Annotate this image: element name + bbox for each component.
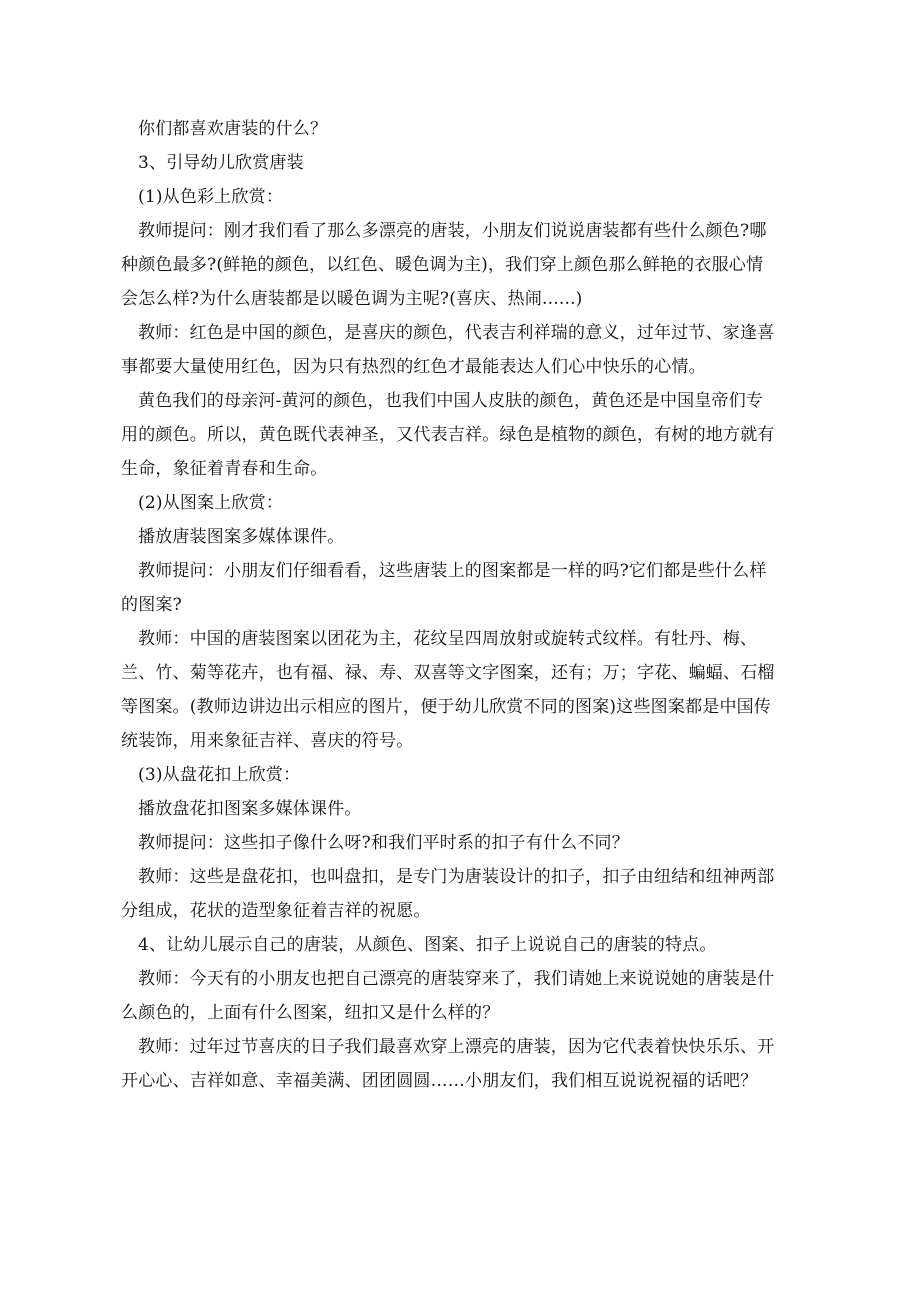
subsection-heading: (3)从盘花扣上欣赏： — [138, 765, 301, 785]
text-line: 开心心、吉祥如意、幸福美满、团团圆圆……小朋友们，我们相互说说祝福的话吧？ — [121, 1071, 758, 1091]
text-line: 么颜色的，上面有什么图案，纽扣又是什么样的？ — [121, 1003, 500, 1023]
subsection-heading: (2)从图案上欣赏： — [138, 493, 284, 513]
text-line: 教师：红色是中国的颜色，是喜庆的颜色，代表吉利祥瑞的意义，过年过节、家逢喜 — [138, 323, 775, 343]
text-line: 种颜色最多?(鲜艳的颜色，以红色、暖色调为主)，我们穿上颜色那么鲜艳的衣服心情 — [121, 255, 764, 275]
text-line: 教师提问：这些扣子像什么呀?和我们平时系的扣子有什么不同？ — [138, 833, 629, 853]
section-heading: 3、引导幼儿欣赏唐装 — [138, 153, 304, 173]
text-line: 黄色我们的母亲河-黄河的颜色，也我们中国人皮肤的颜色，黄色还是中国皇帝们专 — [138, 391, 764, 411]
text-line: 教师：中国的唐装图案以团花为主，花纹呈四周放射或旋转式纹样。有牡丹、梅、 — [138, 629, 758, 649]
text-line: 等图案。(教师边讲边出示相应的图片，便于幼儿欣赏不同的图案)这些图案都是中国传 — [121, 697, 772, 717]
text-line: 分组成，花状的造型象征着吉祥的祝愿。 — [121, 901, 431, 921]
subsection-heading: (1)从色彩上欣赏： — [138, 187, 284, 207]
text-line: 教师提问：刚才我们看了那么多漂亮的唐装，小朋友们说说唐装都有些什么颜色?哪 — [138, 221, 767, 241]
text-line: 教师：这些是盘花扣，也叫盘扣，是专门为唐装设计的扣子，扣子由纽结和纽神两部 — [138, 867, 775, 887]
text-line: 播放盘花扣图案多媒体课件。 — [138, 799, 362, 819]
text-line: 你们都喜欢唐装的什么？ — [138, 119, 328, 139]
text-line: 会怎么样?为什么唐装都是以暖色调为主呢?(喜庆、热闹......) — [121, 289, 583, 309]
text-line: 播放唐装图案多媒体课件。 — [138, 527, 345, 547]
text-line: 教师：过年过节喜庆的日子我们最喜欢穿上漂亮的唐装，因为它代表着快快乐乐、开 — [138, 1037, 775, 1057]
text-line: 用的颜色。所以，黄色既代表神圣，又代表吉祥。绿色是植物的颜色，有树的地方就有 — [121, 425, 775, 445]
text-line: 兰、竹、菊等花卉，也有福、禄、寿、双喜等文字图案，还有；万；字花、蝙蝠、石榴 — [121, 663, 775, 683]
text-line: 生命，象征着青春和生命。 — [121, 459, 328, 479]
text-line: 事都要大量使用红色，因为只有热烈的红色才最能表达人们心中快乐的心情。 — [121, 357, 706, 377]
text-line: 教师：今天有的小朋友也把自己漂亮的唐装穿来了，我们请她上来说说她的唐装是什 — [138, 969, 775, 989]
document-body — [121, 112, 790, 1098]
text-line: 统装饰，用来象征吉祥、喜庆的符号。 — [121, 731, 414, 751]
text-line: 教师提问：小朋友们仔细看看，这些唐装上的图案都是一样的吗?它们都是些什么样 — [138, 561, 767, 581]
text-line: 的图案? — [121, 595, 182, 615]
section-heading: 4、让幼儿展示自己的唐装，从颜色、图案、扣子上说说自己的唐装的特点。 — [138, 935, 717, 955]
